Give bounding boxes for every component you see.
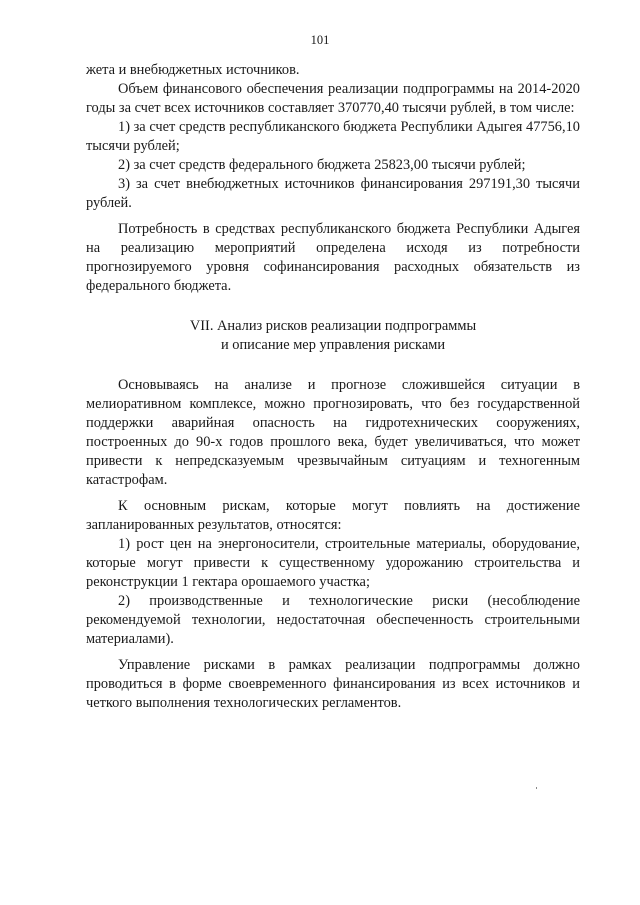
- section-heading-line-2: и описание мер управления рисками: [220, 337, 446, 353]
- spacer: [86, 355, 580, 376]
- financing-source-extrabudgetary: 3) за счет внебюджетных источников финансирования 297191,30 тысячи рублей.: [86, 176, 580, 211]
- risk-management-paragraph: Управление рисками в рамках реализации подпрограммы должно проводиться в форме своевременного финансирования из всех источников и четкого выполнения технологических регламентов.: [86, 657, 580, 711]
- financing-source-federal: 2) за счет средств федерального бюджета 25823,00 тысячи рублей;: [118, 157, 526, 173]
- spacer: [86, 490, 580, 497]
- financing-total-paragraph: Объем финансового обеспечения реализации подпрограммы на 2014-2020 годы за счет всех источников составляет 370770,40 тысячи рублей, в том числе:: [86, 81, 580, 116]
- carryover-text: жета и внебюджетных источников.: [86, 62, 300, 78]
- financing-source-regional: 1) за счет средств республиканского бюджета Республики Адыгея 47756,10 тысячи рублей;: [86, 119, 580, 154]
- risks-intro-paragraph: К основным рискам, которые могут повлиять на достижение запланированных результатов, относятся:: [86, 498, 580, 533]
- spacer: [86, 649, 580, 656]
- spacer: [86, 296, 580, 317]
- regional-budget-need-paragraph: Потребность в средствах республиканского бюджета Республики Адыгея на реализацию мероприятий определена исходя из потребности прогнозируемого уровня софинансирования расходных обязательств из федерального бюджета.: [86, 221, 580, 294]
- scan-speck: [536, 787, 537, 789]
- page-number: 101: [310, 33, 330, 47]
- document-body: [86, 61, 580, 713]
- section-heading-line-1: VII. Анализ рисков реализации подпрограммы: [189, 318, 477, 334]
- spacer: [86, 213, 580, 220]
- risk-analysis-paragraph: Основываясь на анализе и прогнозе сложившейся ситуации в мелиоративном комплексе, можно прогнозировать, что без государственной поддержки аварийная опасность на гидротехнических сооружениях, построенных до 90-х годов прошлого века, будет увеличиваться, что может привести к непредсказуемым чрезвычайным ситуациям и техногенным катастрофам.: [86, 377, 580, 488]
- risk-item-1: 1) рост цен на энергоносители, строительные материалы, оборудование, которые могут привести к существенному удорожанию строительства и реконструкции 1 гектара орошаемого участка;: [86, 536, 580, 590]
- risk-item-2: 2) производственные и технологические риски (несоблюдение рекомендуемой технологии, недостаточная обеспеченность строительными материалами).: [86, 593, 580, 647]
- section-heading: [86, 317, 580, 355]
